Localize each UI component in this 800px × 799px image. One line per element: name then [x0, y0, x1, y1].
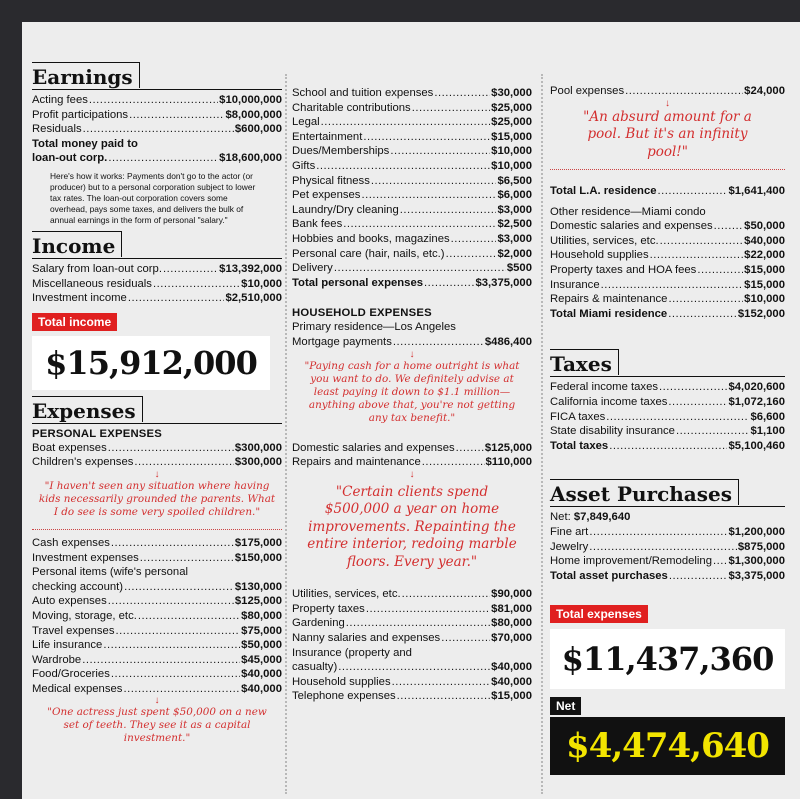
total-expenses-label: Total expenses — [550, 605, 648, 623]
list-item: casualty) ..... $40,000 — [292, 660, 532, 675]
column-right — [550, 22, 785, 775]
list-item: State disability insurance ..... $1,100 — [550, 424, 785, 439]
pull-quote: "I haven't seen any situation where having kids necessarily grounded the parents. What I do see is some very spoiled children." — [38, 479, 276, 518]
list-item: Entertainment ..... $15,000 — [292, 130, 532, 145]
pull-quote: "An absurd amount for a pool. But it's an infinity pool!" — [583, 108, 752, 160]
insurance-line1: Insurance (property and — [292, 646, 412, 659]
pull-quote: "One actress just spent $50,000 on a new set of teeth. They see it as a capital investment." — [47, 706, 267, 745]
list-item: Moving, storage, etc. ..... $80,000 — [32, 609, 282, 624]
list-item: Repairs & maintenance ..... $10,000 — [550, 292, 785, 307]
personal-expenses-heading: PERSONAL EXPENSES — [32, 427, 163, 440]
list-item: Investment income ..... $2,510,000 — [32, 291, 282, 306]
total-income-label: Total income — [32, 313, 117, 331]
column-divider — [285, 74, 287, 794]
taxes-total: Total taxes ..... $5,100,460 — [550, 439, 785, 454]
divider — [32, 529, 282, 530]
earnings-title: Earnings — [32, 62, 140, 88]
list-item: Home improvement/Remodeling ..... $1,300,000 — [550, 554, 785, 569]
list-item: Gardening ..... $80,000 — [292, 616, 532, 631]
list-item: Household supplies ..... $40,000 — [292, 675, 532, 690]
list-item: Auto expenses ..... $125,000 — [32, 594, 282, 609]
list-item: Acting fees ..... $10,000,000 — [32, 93, 282, 108]
list-item: Insurance ..... $15,000 — [550, 278, 785, 293]
expenses-title: Expenses — [32, 396, 143, 422]
list-item: California income taxes ..... $1,072,160 — [550, 395, 785, 410]
arrow-down-icon: ↓ — [409, 348, 415, 360]
list-item: Property taxes and HOA fees ..... $15,000 — [550, 263, 785, 278]
list-item: Household supplies ..... $22,000 — [550, 248, 785, 263]
household-expenses-heading: HOUSEHOLD EXPENSES — [292, 307, 432, 320]
list-item: Boat expenses ..... $300,000 — [32, 441, 282, 456]
list-item: Nanny salaries and expenses ..... $70,000 — [292, 631, 532, 646]
list-item: Profit participations ..... $8,000,000 — [32, 108, 282, 123]
column-divider — [541, 74, 543, 794]
list-item: Pet expenses ..... $6,000 — [292, 188, 532, 203]
list-item: Charitable contributions ..... $25,000 — [292, 101, 532, 116]
list-item: Miscellaneous residuals ..... $10,000 — [32, 277, 282, 292]
asset-purchases-total: Total asset purchases ..... $3,375,000 — [550, 569, 785, 584]
list-item: Repairs and maintenance ..... $110,000 — [292, 455, 532, 470]
list-item: Delivery ..... $500 — [292, 261, 532, 276]
list-item: Cash expenses ..... $175,000 — [32, 536, 282, 551]
list-item: Physical fitness ..... $6,500 — [292, 174, 532, 189]
list-item: Salary from loan-out corp. ..... $13,392,000 — [32, 262, 282, 277]
personal-expenses-total: Total personal expenses ..... $3,375,000 — [292, 276, 532, 291]
net-label: Net — [550, 697, 581, 715]
pull-quote: "Paying cash for a home outright is what you want to do. We definitely advise at least paying it down to $1.1 million—anything above that, you're not getting any tax benefit." — [304, 359, 520, 424]
miami-residence-label: Other residence—Miami condo — [550, 205, 706, 218]
arrow-down-icon: ↓ — [665, 97, 670, 109]
list-item: Wardrobe ..... $45,000 — [32, 653, 282, 668]
list-item: Life insurance ..... $50,000 — [32, 638, 282, 653]
asset-purchases-title: Asset Purchases — [550, 479, 739, 505]
income-title: Income — [32, 231, 122, 257]
asset-net: Net: $7,849,640 — [550, 511, 631, 524]
list-item: Legal ..... $25,000 — [292, 115, 532, 130]
income-list — [32, 262, 282, 306]
list-item: Domestic salaries and expenses ..... $50,000 — [550, 219, 785, 234]
list-item: Utilities, services, etc. ..... $90,000 — [292, 587, 532, 602]
total-expenses-value: $11,437,360 — [550, 629, 785, 689]
miami-residence-total: Total Miami residence ..... $152,000 — [550, 307, 785, 322]
list-item: School and tuition expenses ..... $30,000 — [292, 86, 532, 101]
list-item: Hobbies and books, magazines ..... $3,000 — [292, 232, 532, 247]
list-item: Pool expenses ..... $24,000 — [550, 84, 785, 99]
list-item: Mortgage payments ..... $486,400 — [292, 335, 532, 350]
net-value: $4,474,640 — [550, 717, 785, 775]
list-item: Jewelry ..... $875,000 — [550, 540, 785, 555]
list-item: Domestic salaries and expenses ..... $125,000 — [292, 441, 532, 456]
pull-quote: "Certain clients spend $500,000 a year on home improvements. Repainting the entire interior, redoing marble floors. Every year." — [307, 483, 517, 570]
arrow-down-icon: ↓ — [154, 468, 160, 480]
earnings-total-line1: Total money paid to — [32, 137, 138, 150]
list-item: Federal income taxes ..... $4,020,600 — [550, 380, 785, 395]
arrow-down-icon: ↓ — [154, 695, 160, 707]
earnings-note: Here's how it works: Payments don't go to the actor (or producer) but to a personal corporation subject to lower tax rates. The loan-out corporation covers some overhead, pays some taxes, and delivers the bulk of annual earnings in the form of personal "salary." — [50, 170, 256, 225]
list-item: Personal care (hair, nails, etc.) ..... $2,000 — [292, 247, 532, 262]
list-item: Dues/Memberships ..... $10,000 — [292, 144, 532, 159]
list-item: Laundry/Dry cleaning ..... $3,000 — [292, 203, 532, 218]
divider — [550, 169, 785, 170]
list-item: Telephone expenses ..... $15,000 — [292, 689, 532, 704]
list-item: Gifts ..... $10,000 — [292, 159, 532, 174]
list-item: Residuals ..... $600,000 — [32, 122, 282, 137]
list-item: Utilities, services, etc. ..... $40,000 — [550, 234, 785, 249]
primary-residence-label: Primary residence—Los Angeles — [292, 321, 456, 334]
taxes-title: Taxes — [550, 349, 619, 375]
earnings-list — [32, 93, 282, 166]
list-item: Medical expenses ..... $40,000 — [32, 682, 282, 697]
arrow-down-icon: ↓ — [409, 468, 415, 480]
list-item: Children's expenses ..... $300,000 — [32, 455, 282, 470]
column-left — [32, 22, 282, 745]
earnings-total: loan-out corp. ..... $18,600,000 — [32, 151, 282, 166]
column-middle — [292, 22, 532, 704]
budget-page — [22, 22, 800, 799]
total-income-value: $15,912,000 — [32, 336, 270, 390]
list-item: Investment expenses ..... $150,000 — [32, 551, 282, 566]
list-item: Property taxes ..... $81,000 — [292, 602, 532, 617]
list-item: checking account) ..... $130,000 — [32, 580, 282, 595]
personal-items-line1: Personal items (wife's personal — [32, 566, 188, 579]
list-item: FICA taxes ..... $6,600 — [550, 410, 785, 425]
la-residence-total: Total L.A. residence ..... $1,641,400 — [550, 184, 785, 199]
list-item: Food/Groceries ..... $40,000 — [32, 667, 282, 682]
list-item: Travel expenses ..... $75,000 — [32, 624, 282, 639]
list-item: Fine art ..... $1,200,000 — [550, 525, 785, 540]
list-item: Bank fees ..... $2,500 — [292, 217, 532, 232]
